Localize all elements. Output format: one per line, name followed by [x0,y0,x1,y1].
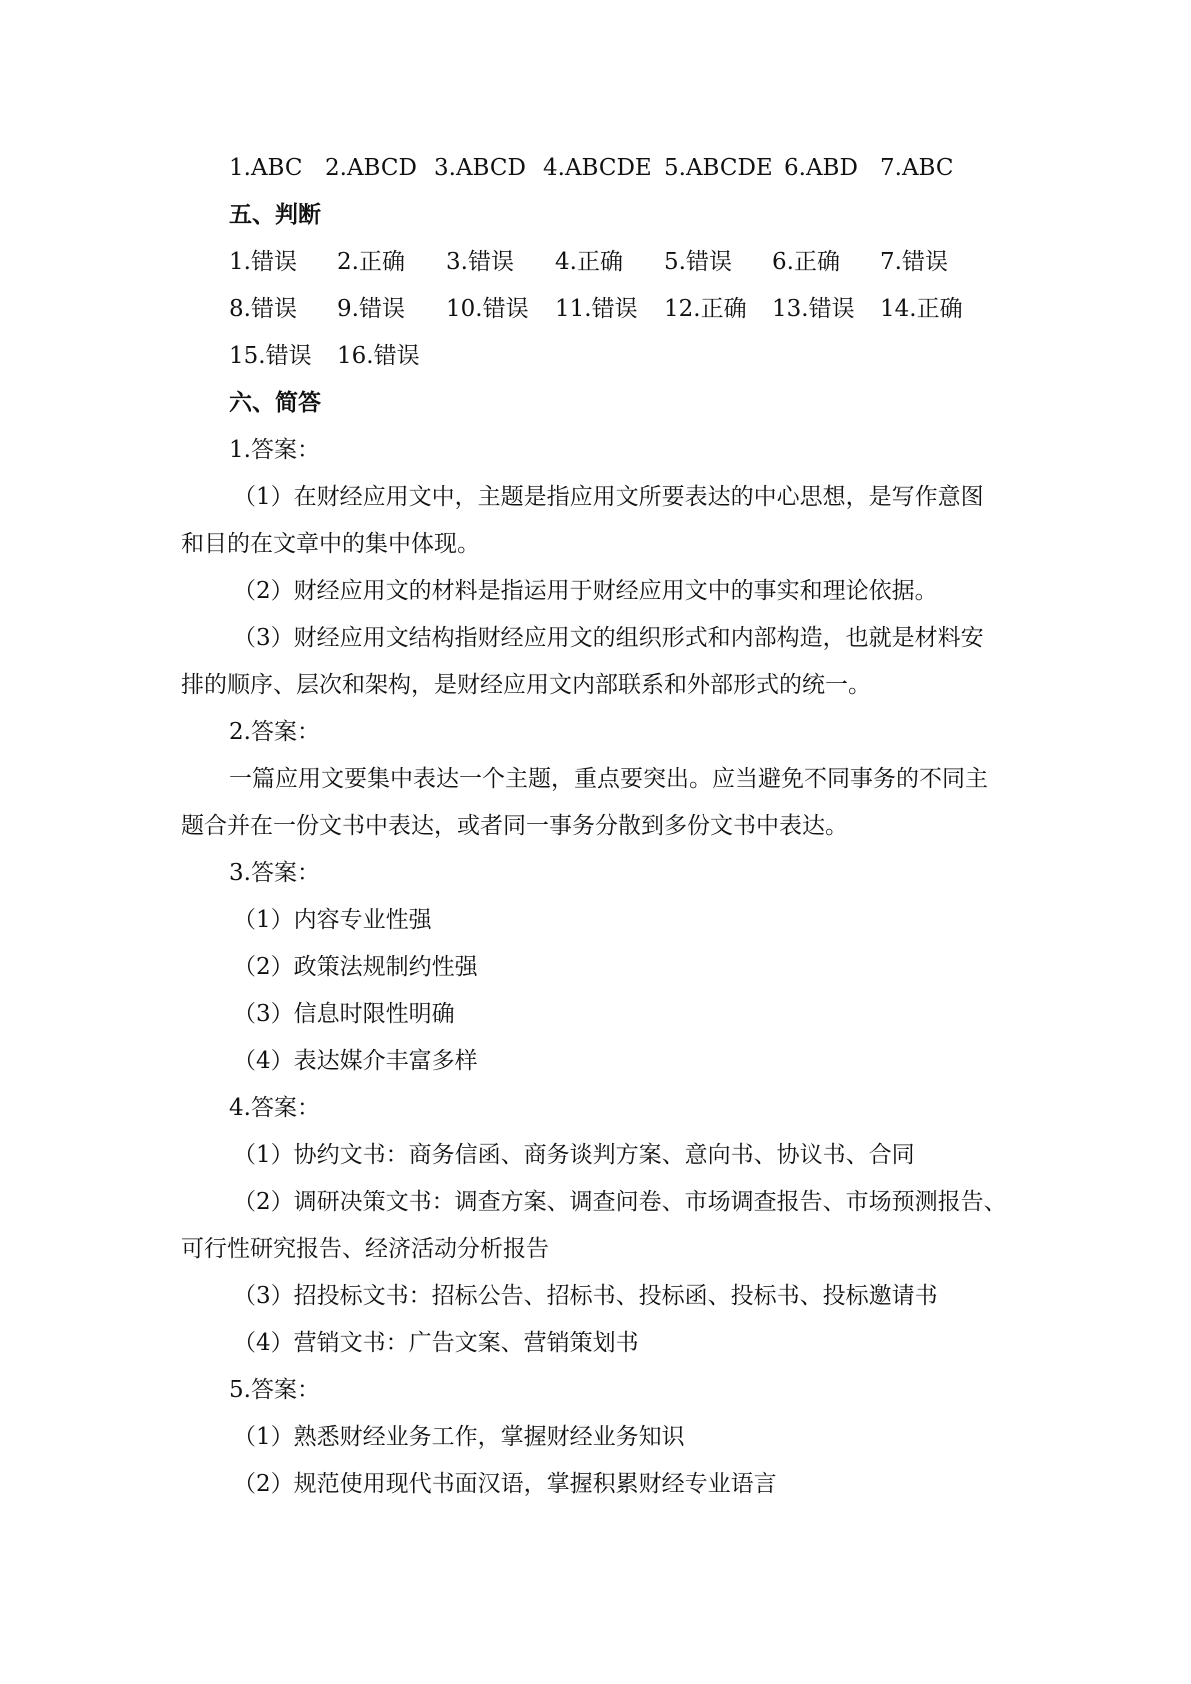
q3-item-4: （4）表达媒介丰富多样 [233,1048,478,1074]
mc-answer-3: 3.ABCD [434,155,526,181]
q1-paragraph-2: （2）财经应用文的材料是指运用于财经应用文中的事实和理论依据。 [233,578,938,604]
q3-label: 3.答案： [229,860,320,886]
judgement-item: 14.正确 [880,296,963,322]
judgement-item: 5.错误 [664,249,732,275]
mc-answer-2: 2.ABCD [325,155,417,181]
judgement-item: 3.错误 [446,249,514,275]
q1-paragraph-1-line-2: 和目的在文章中的集中体现。 [181,531,480,557]
q5-item-1: （1）熟悉财经业务工作，掌握财经业务知识 [233,1424,685,1450]
q2-line-1: 一篇应用文要集中表达一个主题，重点要突出。应当避免不同事务的不同主 [229,766,988,792]
q2-line-2: 题合并在一份文书中表达，或者同一事务分散到多份文书中表达。 [181,813,848,839]
q2-label: 2.答案： [229,719,320,745]
judgement-item: 15.错误 [229,343,312,369]
q4-item-1: （1）协约文书：商务信函、商务谈判方案、意向书、协议书、合同 [233,1142,915,1168]
judgement-item: 7.错误 [880,249,948,275]
judgement-item: 8.错误 [229,296,297,322]
judgement-item: 11.错误 [555,296,638,322]
judgement-item: 1.错误 [229,249,297,275]
judgement-item: 2.正确 [337,249,405,275]
judgement-item: 6.正确 [772,249,840,275]
judgement-item: 10.错误 [446,296,529,322]
judgement-item: 4.正确 [555,249,623,275]
short-answer-heading: 六、简答 [229,390,321,416]
judgement-heading: 五、判断 [229,202,321,228]
q1-paragraph-3-line-2: 排的顺序、层次和架构，是财经应用文内部联系和外部形式的统一。 [181,672,871,698]
q4-item-4: （4）营销文书：广告文案、营销策划书 [233,1330,639,1356]
q1-label: 1.答案： [229,437,320,463]
q5-item-2: （2）规范使用现代书面汉语，掌握积累财经专业语言 [233,1471,777,1497]
mc-answer-5: 5.ABCDE [664,155,773,181]
q4-item-2-line-1: （2）调研决策文书：调查方案、调查问卷、市场调查报告、市场预测报告、 [233,1189,1007,1215]
judgement-item: 12.正确 [664,296,747,322]
q4-item-2-line-2: 可行性研究报告、经济活动分析报告 [181,1236,549,1262]
judgement-item: 13.错误 [772,296,855,322]
judgement-item: 9.错误 [337,296,405,322]
q4-label: 4.答案： [229,1095,320,1121]
q4-item-3: （3）招投标文书：招标公告、招标书、投标函、投标书、投标邀请书 [233,1283,938,1309]
mc-answer-7: 7.ABC [880,155,954,181]
mc-answer-4: 4.ABCDE [543,155,652,181]
q1-paragraph-3-line-1: （3）财经应用文结构指财经应用文的组织形式和内部构造，也就是材料安 [233,625,984,651]
mc-answer-1: 1.ABC [229,155,303,181]
judgement-item: 16.错误 [337,343,420,369]
q3-item-3: （3）信息时限性明确 [233,1001,455,1027]
mc-answer-6: 6.ABD [784,155,858,181]
q3-item-2: （2）政策法规制约性强 [233,954,478,980]
q1-paragraph-1-line-1: （1）在财经应用文中，主题是指应用文所要表达的中心思想，是写作意图 [233,484,984,510]
q5-label: 5.答案： [229,1377,320,1403]
q3-item-1: （1）内容专业性强 [233,907,432,933]
